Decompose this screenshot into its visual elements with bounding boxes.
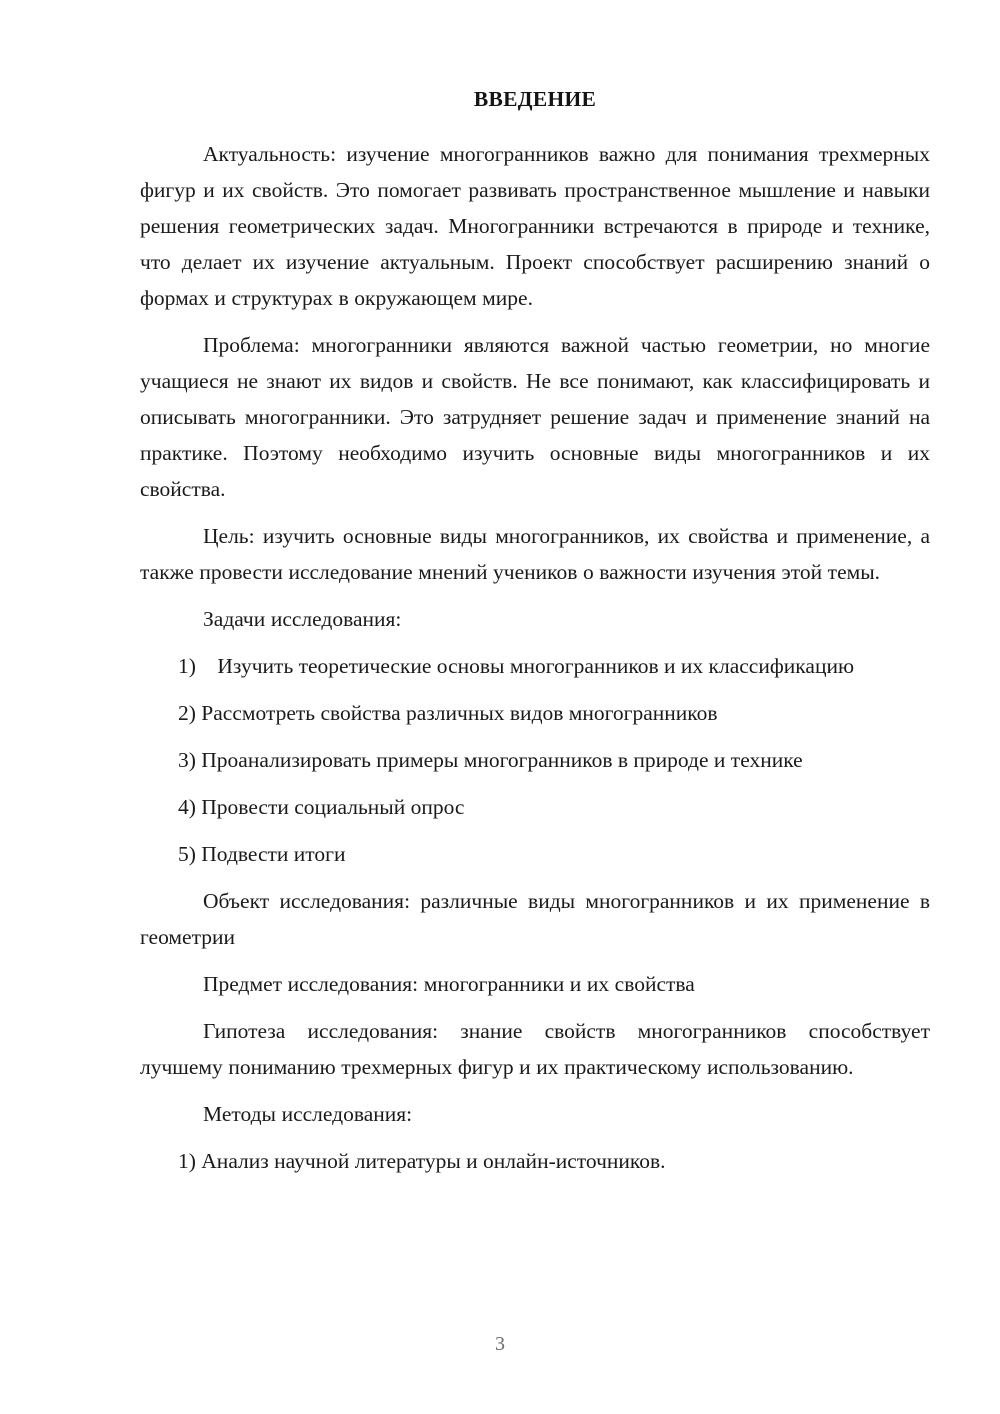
paragraph-problem: Проблема: многогранники являются важной частью геометрии, но многие учащиеся не знают их видов и свойств. Не все понимают, как классифицировать и описывать многогранники. Это затрудняет решение задач и применение знаний на практике. Поэтому необходимо изучить основные виды многогранников и их свойства.: [140, 332, 930, 501]
page-number: 3: [495, 1333, 505, 1355]
list-item: 1) Изучить теоретические основы многогранников и их классификацию: [178, 653, 855, 678]
paragraph-methods-label: Методы исследования:: [203, 1101, 413, 1126]
paragraph-goal: Цель: изучить основные виды многогранников, их свойства и применение, а также провести исследование мнений учеников о важности изучения этой темы.: [140, 523, 930, 584]
paragraph-tasks-label: Задачи исследования:: [203, 606, 402, 631]
paragraph-object: Объект исследования: различные виды многогранников и их применение в геометрии: [140, 888, 930, 949]
list-item: 1) Анализ научной литературы и онлайн-источников.: [178, 1148, 666, 1173]
page-title: ВВЕДЕНИЕ: [473, 87, 597, 111]
page-content: [140, 86, 930, 1190]
list-item: 5) Подвести итоги: [178, 841, 346, 866]
paragraph-subject: Предмет исследования: многогранники и их свойства: [203, 971, 695, 996]
paragraph-relevance: Актуальность: изучение многогранников важно для понимания трехмерных фигур и их свойств. Это помогает развивать пространственное мышление и навыки решения геометрических задач. Многогранники встречаются в природе и технике, что делает их изучение актуальным. Проект способствует расширению знаний о формах и структурах в окружающем мире.: [140, 141, 930, 310]
list-item: 3) Проанализировать примеры многогранников в природе и технике: [178, 747, 803, 772]
list-item: 4) Провести социальный опрос: [178, 794, 465, 819]
paragraph-hypothesis: Гипотеза исследования: знание свойств многогранников способствует лучшему пониманию трехмерных фигур и их практическому использованию.: [140, 1018, 930, 1079]
list-item: 2) Рассмотреть свойства различных видов многогранников: [178, 700, 718, 725]
